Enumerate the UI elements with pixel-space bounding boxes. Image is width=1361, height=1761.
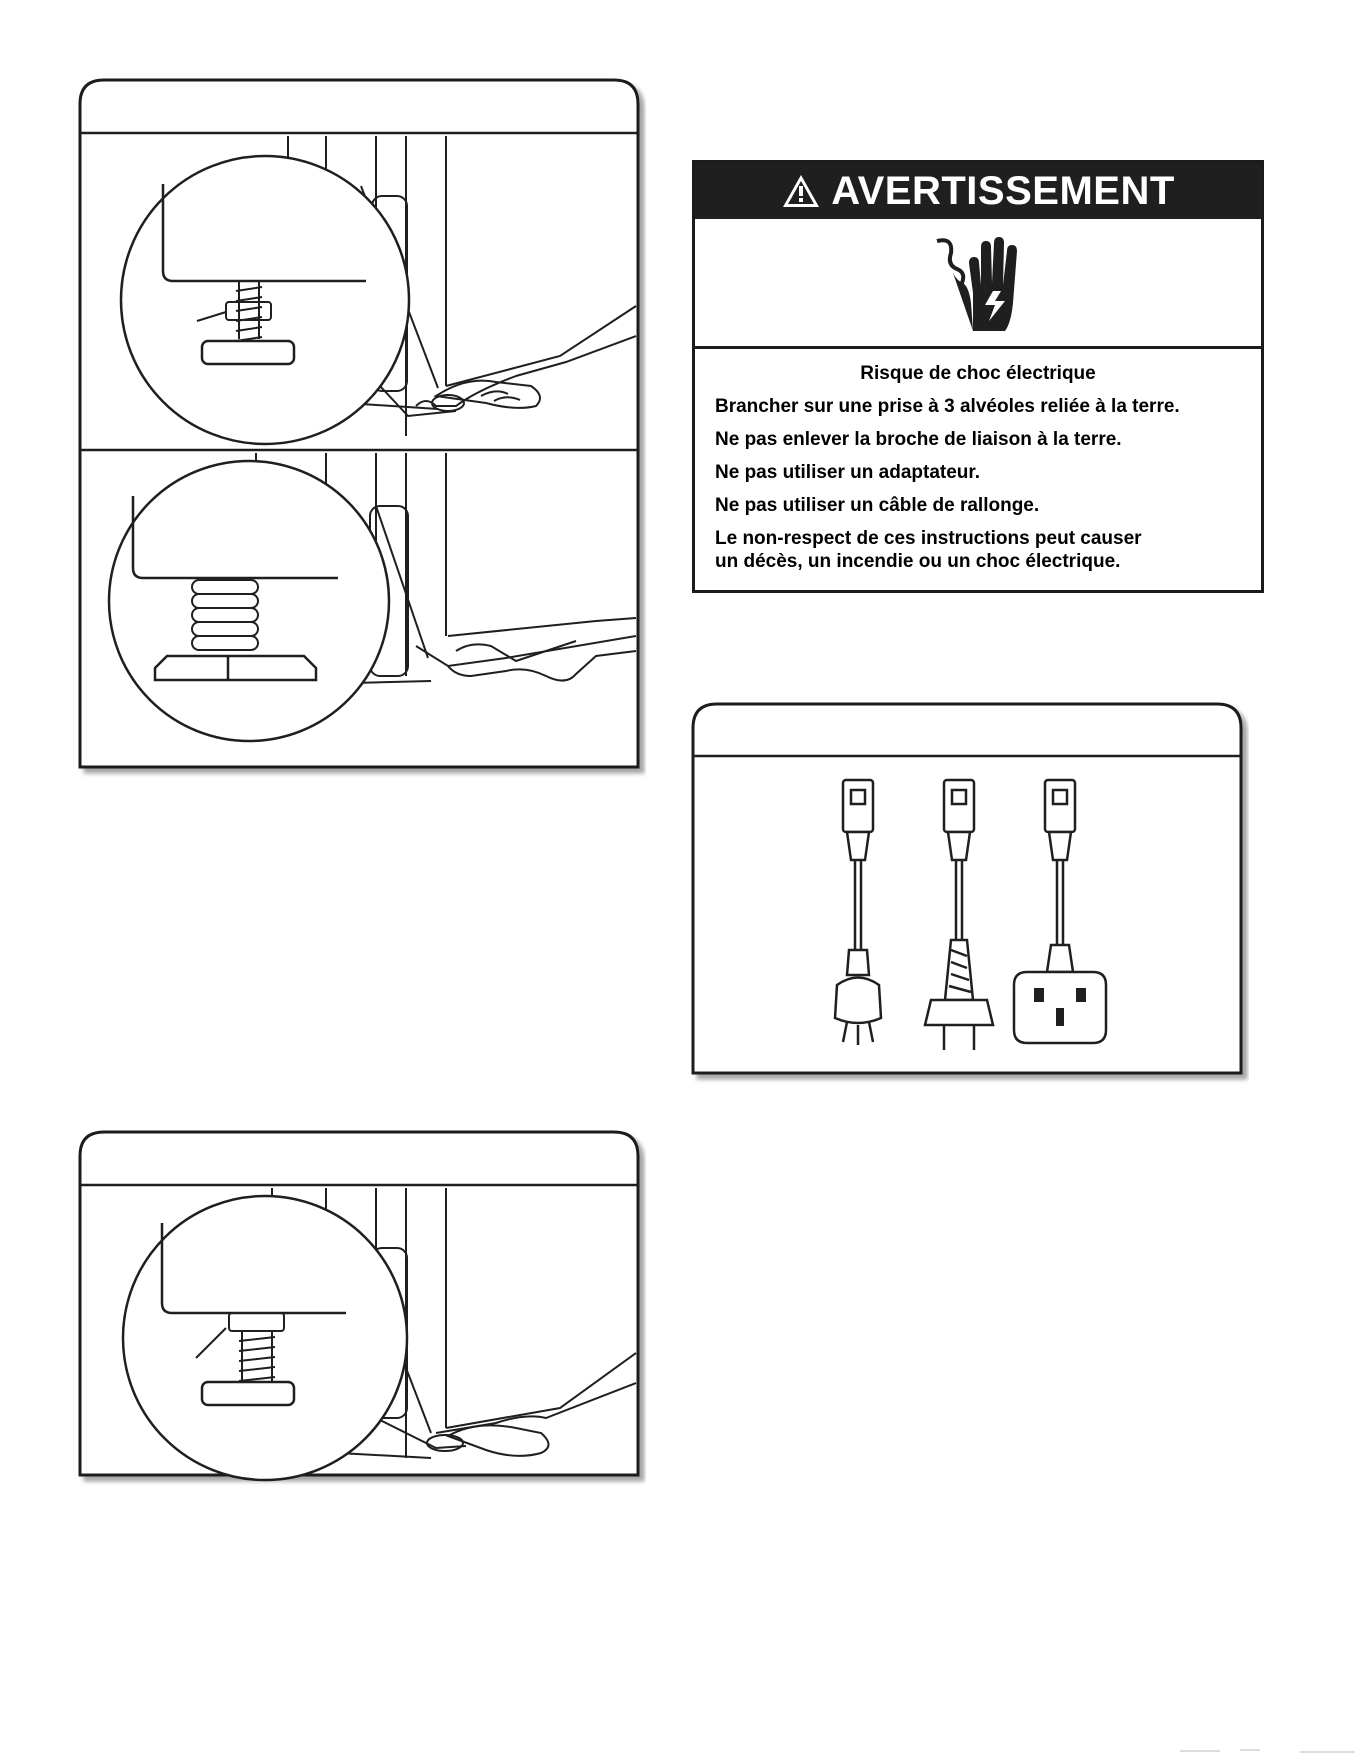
warning-line: Brancher sur une prise à 3 alvéoles reliée à la terre. [715,396,1180,417]
power-cords-panel [689,700,1249,1085]
electric-shock-warning [692,160,1264,593]
warning-subtitle: Risque de choc électrique [860,363,1096,384]
page-footer-mark [1180,1746,1355,1756]
warning-line: Ne pas enlever la broche de liaison à la terre. [715,429,1122,450]
warning-triangle-icon [781,173,821,209]
warning-icon-row [695,219,1261,349]
foot-closeup-circle [121,156,409,444]
electric-shock-hand-icon [933,233,1023,333]
warning-title: AVERTISSEMENT [831,168,1175,213]
warning-line: Ne pas utiliser un câble de rallonge. [715,495,1040,516]
warning-text [695,349,1261,573]
leveling-panel-top [76,76,646,781]
warning-line: Le non-respect de ces instructions peut causer un décès, un incendie ou un choc électrique. [715,528,1142,572]
locknut-closeup-circle [123,1196,407,1480]
warning-header [695,163,1261,219]
foot-closeup-circle-expanded [109,461,389,741]
warning-line: Ne pas utiliser un adaptateur. [715,462,981,483]
leveling-panel-bottom [76,1128,646,1490]
